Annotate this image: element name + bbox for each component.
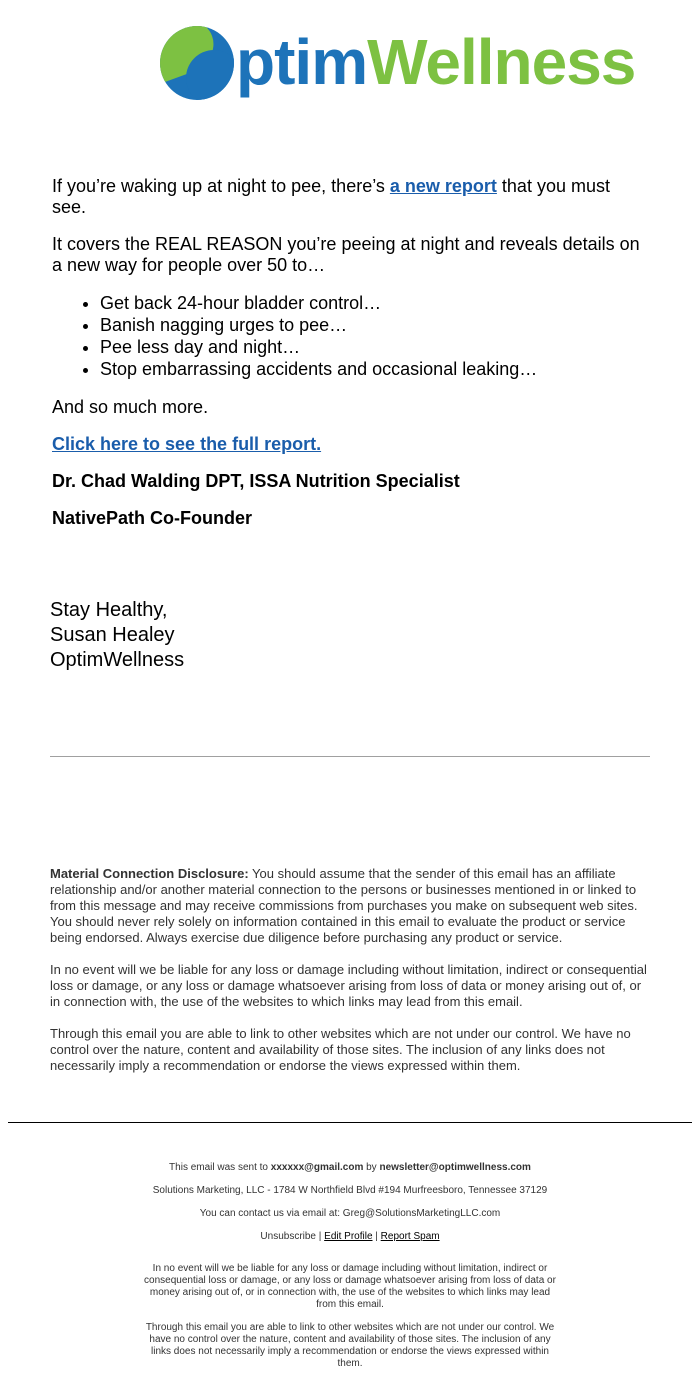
full-report-link[interactable]: Click here to see the full report. [52,434,322,454]
footer-links: Unsubscribe | Edit Profile | Report Spam [260,1231,440,1242]
author-title: NativePath Co-Founder [52,508,253,528]
signoff-name: Susan Healey [50,624,175,646]
external-links-paragraph: Through this email you are able to link to other websites which are not under our control. We have no control over the nature, content and availability of those sites. The inclusion of any links does not necessarily imply a recommendation or endorse the views expressed within them. [50,1026,631,1073]
footer-legal-2: Through this email you are able to link to other websites which are not under our control. We have no control over the nature, content and availability of those sites. The inclusion of any links does not necessarily imply a recommendation or endorse the views expressed within them. [145,1322,555,1369]
leaf-logo-icon [160,26,234,100]
edit-profile-link[interactable]: Edit Profile [324,1231,373,1242]
signoff [50,598,184,673]
disclosure-heading: Material Connection Disclosure: [50,866,249,881]
footer-legal-1: In no event will we be liable for any loss or damage including without limitation, indirect or consequential loss or damage, or any loss or damage whatsoever arising from loss of data or money arising out of, or in connection with, the use of the websites to which links may lead from this email. [144,1263,556,1310]
disclosure-paragraph: Material Connection Disclosure: You should assume that the sender of this email has an affiliate relationship and/or another material connection to the persons or businesses mentioned in or linked to from this message and may receive commissions from purchases you make on subsequent web sites. You should never rely solely on information contained in this email to evaluate the product or service being endorsed. Always exercise due diligence before purchasing any product or service. [50,866,638,945]
sent-to-line: This email was sent to xxxxxx@gmail.com by newsletter@optimwellness.com [169,1162,531,1173]
recipient-email: xxxxxx@gmail.com [270,1162,364,1173]
list-item: • Pee less day and night… [100,336,660,358]
new-report-link[interactable]: a new report [389,176,497,196]
brand-logo [160,22,636,106]
intro-paragraph: If you’re waking up at night to pee, there’s a new report that you must see. [52,176,610,217]
footer-divider [8,1122,692,1123]
email-footer [140,1162,560,1381]
signoff-company: OptimWellness [50,649,185,671]
list-item: • Stop embarrassing accidents and occasional leaking… [100,358,660,380]
description-paragraph: It covers the REAL REASON you’re peeing at night and reveals details on a new way for people over 50 to… [52,234,640,275]
list-item: • Get back 24-hour bladder control… [100,292,660,314]
sender-email: newsletter@optimwellness.com [379,1162,531,1173]
benefits-list [52,292,660,380]
brand-wordmark: ptimWellness [236,26,636,98]
cta-container [52,433,321,455]
author-name: Dr. Chad Walding DPT, ISSA Nutrition Specialist [52,471,460,491]
postal-address: Solutions Marketing, LLC - 1784 W Northfield Blvd #194 Murfreesboro, Tennessee 37129 [152,1185,548,1196]
more-paragraph: And so much more. [52,397,209,417]
contact-line: You can contact us via email at: Greg@SolutionsMarketingLLC.com [199,1208,501,1219]
divider [50,756,650,757]
list-item: • Banish nagging urges to pee… [100,314,660,336]
unsubscribe-link[interactable]: Unsubscribe [260,1231,316,1242]
signoff-greeting: Stay Healthy, [50,599,168,621]
report-spam-link[interactable]: Report Spam [380,1231,440,1242]
disclosure-section [50,866,650,1090]
liability-paragraph: In no event will we be liable for any loss or damage including without limitation, indirect or consequential loss or damage, or any loss or damage whatsoever arising from loss of data or money arising out of, or in connection with, the use of the websites to which links may lead from this email. [50,962,647,1009]
